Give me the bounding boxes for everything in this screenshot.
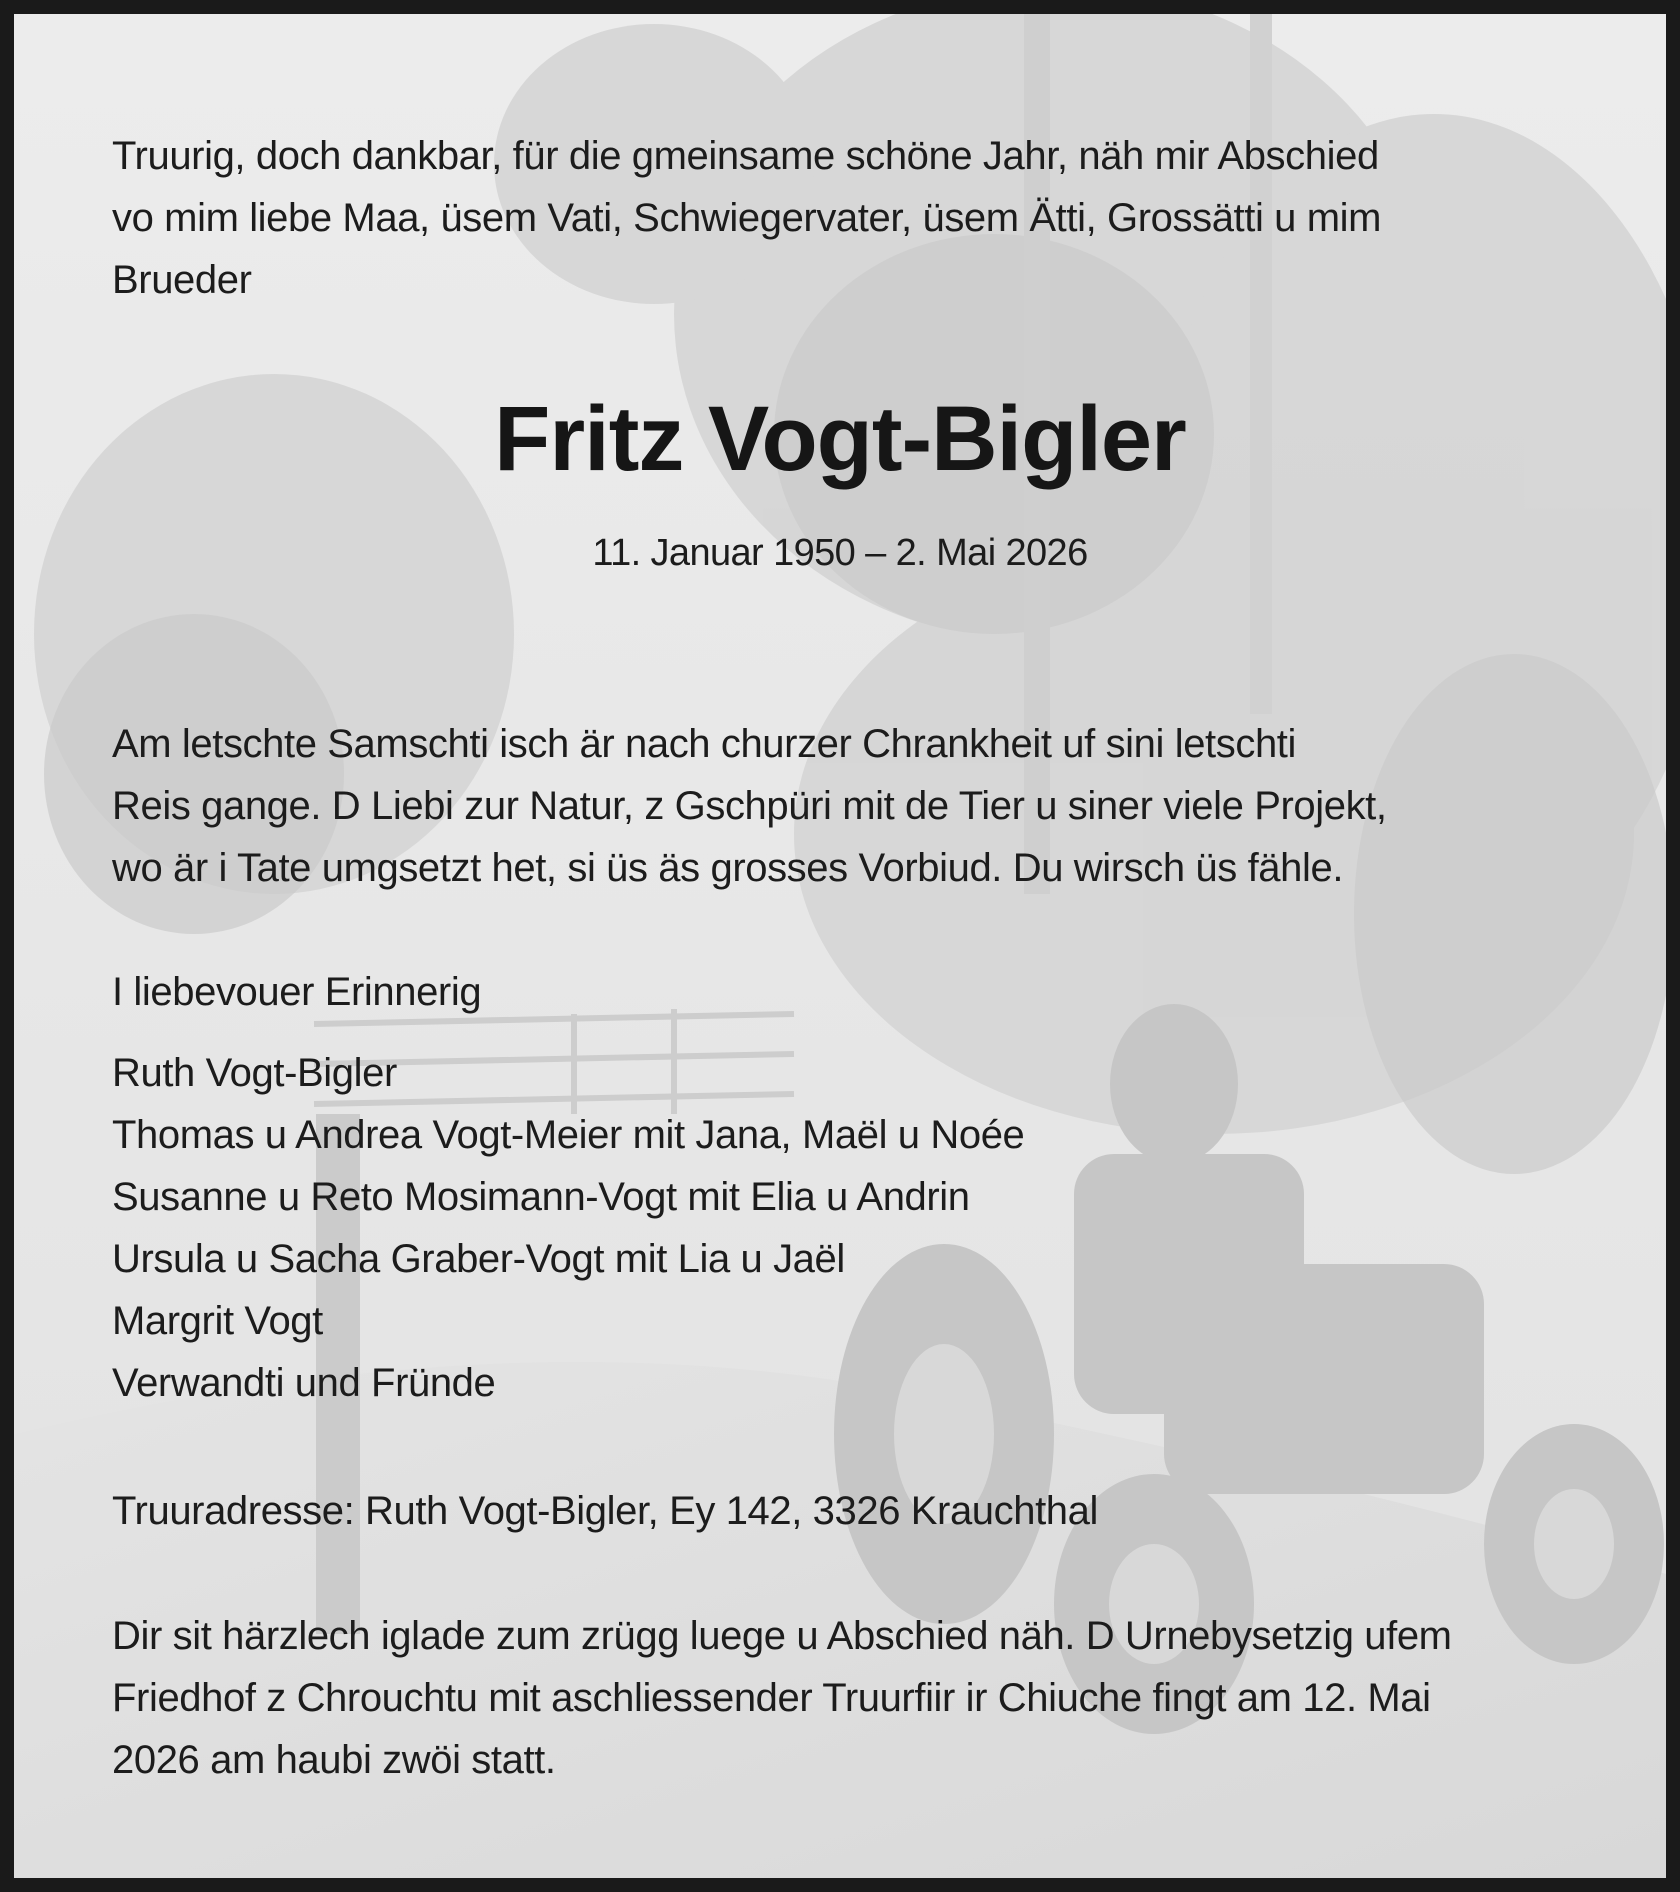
tribute-line: wo är i Tate umgsetzt het, si üs äs grosses Vorbiud. Du wirsch üs fähle. — [112, 846, 1344, 890]
family-member: Ursula u Sacha Graber-Vogt mit Lia u Jaël — [112, 1237, 845, 1281]
closing-line: 2026 am haubi zwöi statt. — [112, 1738, 556, 1782]
intro-line: Brueder — [112, 258, 252, 302]
closing-line: Friedhof z Chrouchtu mit aschliessender Truurfiir ir Chiuche fingt am 12. Mai — [112, 1676, 1431, 1720]
family-member: Margrit Vogt — [112, 1299, 323, 1343]
family-list — [112, 1042, 1024, 1414]
deceased-name: Fritz Vogt-Bigler — [494, 388, 1186, 490]
tribute-line: Reis gange. D Liebi zur Natur, z Gschpüri mit de Tier u siner viele Projekt, — [112, 784, 1387, 828]
closing-line: Dir sit härzlech iglade zum zrügg luege u Abschied näh. D Urnebysetzig ufem — [112, 1614, 1452, 1658]
family-member: Susanne u Reto Mosimann-Vogt mit Elia u Andrin — [112, 1175, 970, 1219]
family-member: Thomas u Andrea Vogt-Meier mit Jana, Maël u Noée — [112, 1113, 1025, 1157]
mourning-address: Truuradresse: Ruth Vogt-Bigler, Ey 142, 3326 Krauchthal — [112, 1489, 1098, 1533]
life-dates: 11. Januar 1950 – 2. Mai 2026 — [592, 532, 1088, 574]
memory-line: I liebevouer Erinnerig — [112, 970, 482, 1014]
intro-line: Truurig, doch dankbar, für die gmeinsame schöne Jahr, näh mir Abschied — [112, 134, 1379, 178]
notice-content — [14, 14, 1666, 1878]
family-member: Ruth Vogt-Bigler — [112, 1051, 397, 1095]
tribute-line: Am letschte Samschti isch är nach churzer Chrankheit uf sini letschti — [112, 722, 1297, 766]
intro-paragraph — [112, 125, 1381, 311]
intro-line: vo mim liebe Maa, üsem Vati, Schwiegervater, üsem Ätti, Grossätti u mim — [112, 196, 1382, 240]
tribute-paragraph — [112, 713, 1387, 899]
closing-paragraph — [112, 1605, 1452, 1791]
family-member: Verwandti und Fründe — [112, 1361, 496, 1405]
